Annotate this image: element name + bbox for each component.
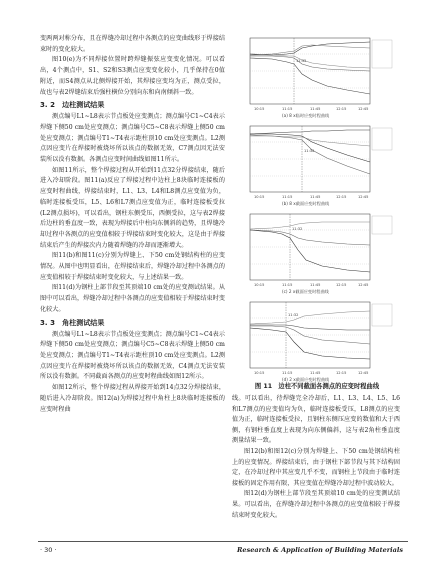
- paragraph: 图11(d)为钢柱上部节段至其顶端10 cm处的应变测试结果。从图中可以看出，焊缝冷却过程中各测点的应变值相较于焊接结束时变化较大。: [40, 284, 225, 313]
- svg-text:11:45: 11:45: [310, 107, 321, 111]
- subplot-d-chart: [232, 298, 397, 384]
- svg-text:11:15: 11:15: [282, 371, 293, 375]
- legend-box: [372, 128, 392, 150]
- svg-text:12:15: 12:15: [336, 283, 347, 287]
- paragraph: 如图12所示，整个焊接过程从焊接开始到14点32分焊接结束，随后进入冷却阶段。图12(a)为焊接过程中角柱上8块临时连接板的应变时程曲: [40, 384, 225, 413]
- subplot-c: [232, 210, 392, 296]
- svg-text:11:45: 11:45: [310, 371, 321, 375]
- paragraph: 图11(b)和图11(c)分别为焊缝上、下50 cm处钢结构柱的应变情况。从图中也明显看出，在焊接结束后，焊缝冷却过程中各测点的应变值相较于焊接结束时变化较大，与上述结果一致。: [40, 252, 225, 281]
- section-heading: 3. 2 边柱测试结果: [40, 101, 105, 110]
- svg-text:12:45: 12:45: [358, 107, 369, 111]
- left-text-column: [40, 34, 225, 529]
- marker-label: 11:32: [296, 59, 307, 63]
- svg-text:12:45: 12:45: [358, 371, 369, 375]
- figure-11: [232, 34, 392, 384]
- marker-label: 11:32: [288, 313, 299, 317]
- paragraph: 测点编号L1~L8表示节点板处应变测点；测点编号C1~C4表示焊缝下侧50 cm处应变测点；测点编号C5~C8表示焊缝上侧50 cm处应变测点；测点编号T1~T4表示距柱顶10 cm处应变测点。L2测点因应变片在焊接时被烧坏所以该点的数据无效，C4测点无法安装所以没有数据。不同截面各测点的应变时程曲线如图12所示。: [40, 330, 225, 381]
- svg-text:10:15: 10:15: [254, 283, 265, 287]
- section-heading: 3. 3 角柱测试结果: [40, 318, 105, 327]
- paragraph: 测点编号L1~L8表示节点板处应变测点；测点编号C1~C4表示焊缝下侧50 cm处应变测点；测点编号C5~C8表示焊缝上侧50 cm处应变测点；测点编号T1~T4表示距柱顶10 cm处应变测点。L2测点因应变片在焊接时被烧坏所以该点的数据无效，C7测点因无法安装所以没有数据。各测点应变时间曲线如图11所示。: [40, 113, 225, 164]
- svg-text:12:15: 12:15: [336, 371, 347, 375]
- legend-box: [372, 40, 392, 68]
- subplot-label: (c) 2 x截面应变时程曲线: [282, 289, 329, 294]
- marker-label: 11:32: [304, 149, 315, 153]
- svg-text:12:45: 12:45: [358, 195, 369, 199]
- legend-box: [372, 304, 392, 326]
- subplot-label: (b) 8 x截面应变时程曲线: [282, 201, 330, 206]
- journal-name: Research & Application of Building Materials: [237, 546, 403, 554]
- subplot-b: [232, 122, 392, 208]
- svg-text:10:15: 10:15: [254, 371, 265, 375]
- subplot-label: (a) 8 x临时应变时程曲线: [282, 113, 330, 118]
- svg-text:11:45: 11:45: [310, 195, 321, 199]
- footer-divider: [38, 541, 408, 542]
- svg-text:11:15: 11:15: [282, 283, 293, 287]
- svg-text:11:15: 11:15: [282, 195, 293, 199]
- svg-text:10:15: 10:15: [254, 107, 265, 111]
- subplot-b-chart: [232, 122, 397, 208]
- page-number: · 30 ·: [40, 546, 57, 554]
- svg-text:11:45: 11:45: [310, 283, 321, 287]
- svg-text:10:15: 10:15: [254, 195, 265, 199]
- svg-text:11:15: 11:15: [282, 107, 293, 111]
- right-text-column: [232, 394, 400, 544]
- paragraph: 变两两对称分布，且在焊缝冷却过程中各测点的应变曲线形于焊接结束时的变化较大。: [40, 35, 225, 53]
- figure-caption: 图 11 边柱不同截面各测点的应变时程曲线: [254, 383, 380, 390]
- paragraph: 图12(b)和图12(c)分别为焊缝上、下50 cm处钢结构柱上的应变情况。焊接结束后，由于钢柱下部节段与其下结构固定，在冷却过程中其应变几乎不变，而钢柱上节段由于临时连接板的固定作用有限，其应变值在焊缝冷却过程中波动较大。: [232, 447, 400, 487]
- svg-text:12:15: 12:15: [336, 195, 347, 199]
- paragraph: 线。可以看出，待焊缝完全冷却后，L1、L3、L4、L5、L6和L7测点的应变值均为负，临时连接板受压，L8测点的应变值为正，临时连接板受拉，且钢柱东侧压应变的数值和大于西侧，有钢柱垂直度上表现为向东侧偏斜，这与表2角柱垂直度测量结果一致。: [232, 395, 400, 445]
- svg-text:12:15: 12:15: [336, 107, 347, 111]
- marker-label: 11:32: [292, 227, 303, 231]
- legend-box: [372, 216, 392, 234]
- subplot-label: (d) 2 x截面应变时程曲线: [282, 377, 330, 382]
- subplot-a: [232, 34, 392, 120]
- paragraph: 图10(e)为不同焊接位置时跨焊缝振弦应变变化情况。可以看出，4个测点中，S1、S2和S3测点应变变化较小，几乎保持在0值附近，而S4测点从北侧焊接开始，其焊接应变均为正，测点受拉，故也与表2焊缝结束后强柱横位分别向东和向南倾斜一致。: [40, 56, 225, 96]
- svg-text:12:45: 12:45: [358, 283, 369, 287]
- subplot-a-chart: [232, 34, 397, 120]
- subplot-c-chart: [232, 210, 397, 296]
- paragraph: 图12(d)为钢柱上部节段至其顶端10 cm处的应变测试结果。可以看出，在焊缝冷却过程中各测点的应变值相较于焊接结束时变化较大。: [232, 490, 400, 519]
- paragraph: 如图11所示，整个焊接过程从开始到11点32分焊接结束，随后进入冷却阶段。图11(a)反应了焊接过程中边柱上8块临时连接板的应变时程曲线，焊接结束时，L1、L3、L4和L8测点应变值为负，临时连接板受压，L5、L6和L7测点应变值为正，临时连接板受拉(L2测点损坏)，可以看出，钢柱东侧受压，西侧受拉，这与表2焊接后边柱的垂直度一致，表现为焊接后中柱向东侧斜的趋势，且焊缝冷却过程中各测点的应变值相较于焊接结束时变化较大，这是由于焊接结束后产生的焊接次内力随着焊缝的冷却而逐渐增大。: [40, 166, 225, 249]
- subplot-d: [232, 298, 392, 384]
